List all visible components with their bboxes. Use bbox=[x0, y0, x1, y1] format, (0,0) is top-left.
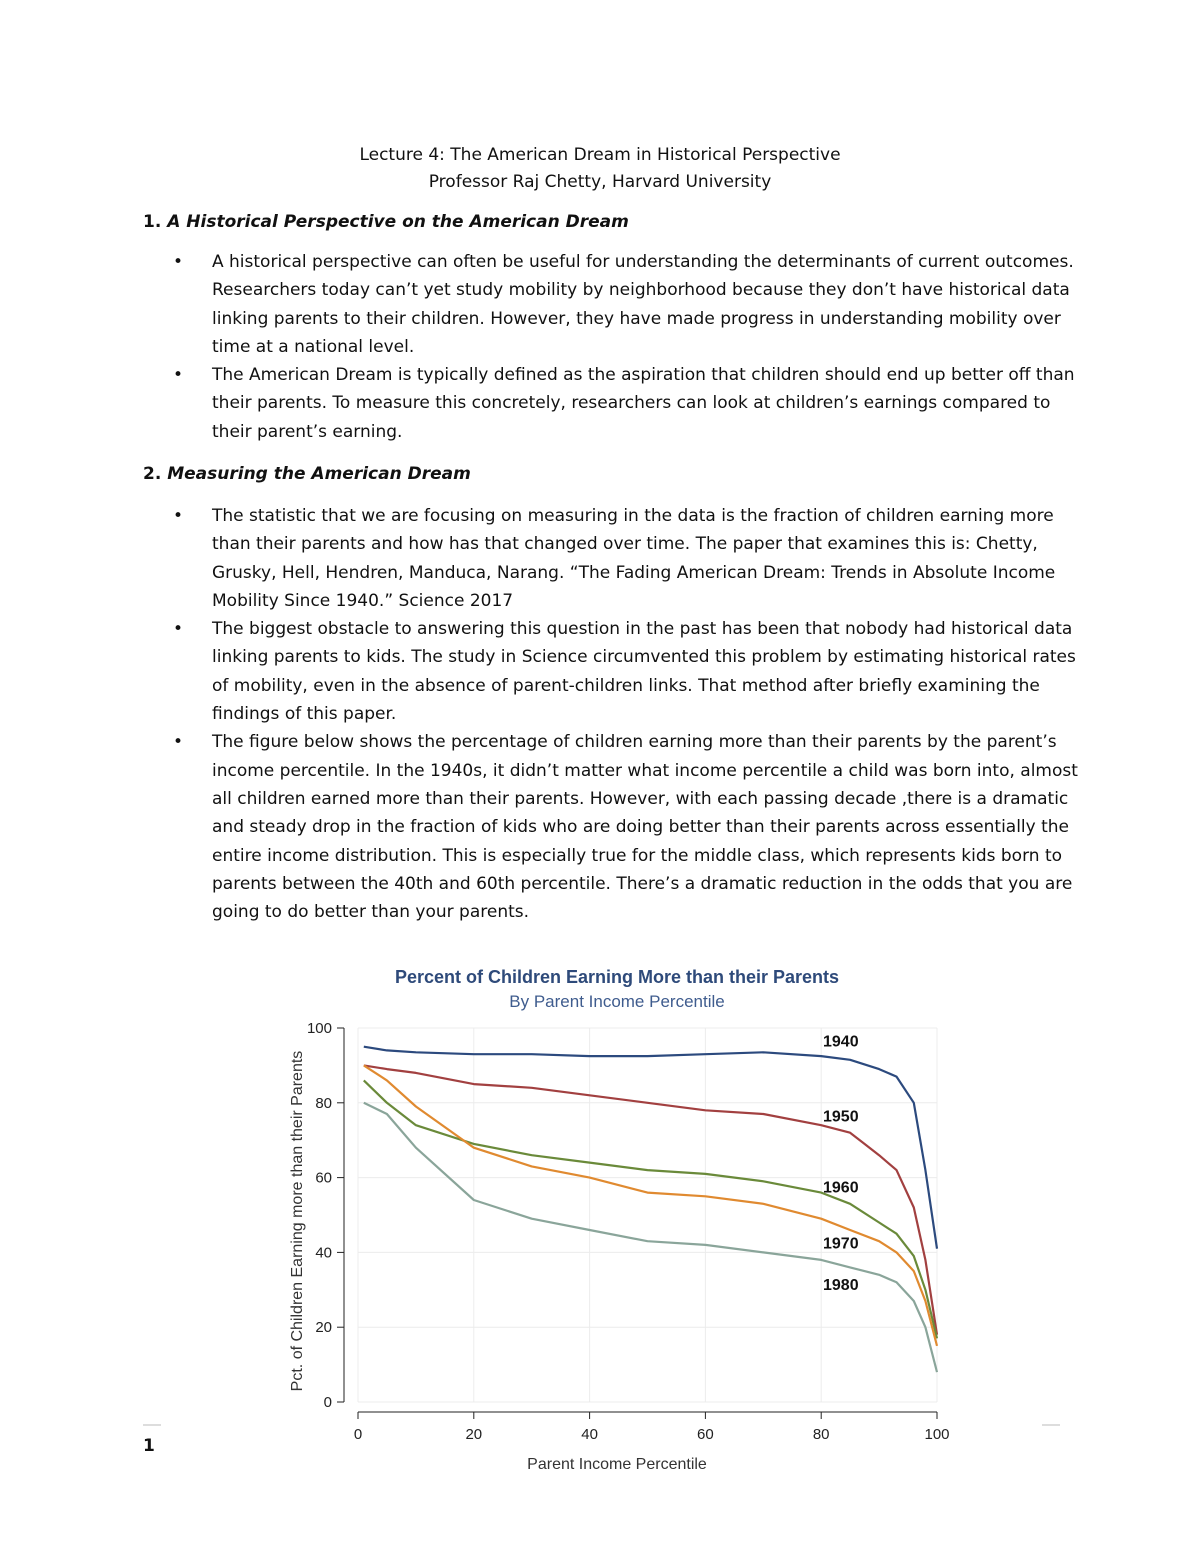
bullet-text: The statistic that we are focusing on measuring in the data is the fraction of children earning more than their parents and how has that changed over time. The paper that examines this is: Chetty, Grusky, Hell, Hendren, Manduca, Narang. “The Fading American Dream: Trends in Absolute Income Mobility Since 1940.” Science 2017 bbox=[212, 506, 1056, 611]
x-tick-label: 0 bbox=[353, 1426, 363, 1443]
section-2-number: 2. bbox=[143, 464, 162, 484]
list-item bbox=[143, 502, 1083, 615]
bullet-icon: • bbox=[173, 252, 184, 272]
mobility-chart bbox=[240, 958, 980, 1478]
chart-title: Percent of Children Earning More than their Parents bbox=[394, 967, 840, 987]
section-1-title: A Historical Perspective on the American Dream bbox=[167, 212, 629, 232]
y-tick-label: 40 bbox=[315, 1244, 332, 1262]
section-1-bullets bbox=[143, 248, 1083, 446]
page-author: Professor Raj Chetty, Harvard University bbox=[428, 172, 772, 192]
x-tick-label: 100 bbox=[924, 1426, 950, 1443]
chart-subtitle: By Parent Income Percentile bbox=[509, 992, 725, 1011]
bullet-icon: • bbox=[173, 365, 184, 386]
x-tick-label: 60 bbox=[697, 1426, 714, 1443]
series-line-1940 bbox=[364, 1047, 937, 1249]
page-title: Lecture 4: The American Dream in Historical Perspective bbox=[359, 145, 841, 165]
x-tick-label: 20 bbox=[465, 1426, 483, 1443]
page-number: 1 bbox=[143, 1436, 155, 1456]
list-item bbox=[143, 248, 1083, 361]
x-axis-label: Parent Income Percentile bbox=[527, 1456, 707, 1473]
page-corner-mark-left bbox=[143, 1424, 161, 1426]
list-item bbox=[143, 728, 1083, 926]
series-label-1950: 1950 bbox=[823, 1108, 859, 1126]
series-label-1980: 1980 bbox=[823, 1276, 859, 1294]
section-1-heading bbox=[143, 212, 629, 232]
bullet-text: The biggest obstacle to answering this question in the past has been that nobody had historical data linking parents to kids. The study in Science circumvented this problem by estimating historical rates of mobility, even in the absence of parent-children links. That method after briefly examining the findings of this paper. bbox=[212, 619, 1076, 725]
bullet-text: The figure below shows the percentage of children earning more than their parents by the parent’s income percentile. In the 1940s, it didn’t matter what income percentile a child was born into, almost all children earned more than their parents. However, with each passing decade ,there is a dramatic and steady drop in the fraction of kids who are doing better than their parents across essentially the entire income distribution. This is especially true for the middle class, which represents kids born to parents between the 40th and 60th percentile. There’s a dramatic reduction in the odds that you are going to do better than your parents. bbox=[212, 732, 1078, 923]
y-axis-label: Pct. of Children Earning more than their Parents bbox=[289, 1050, 306, 1392]
y-tick-label: 100 bbox=[306, 1020, 332, 1037]
list-item bbox=[143, 615, 1083, 728]
y-tick-label: 60 bbox=[315, 1169, 332, 1187]
bullet-text: The American Dream is typically defined as the aspiration that children should end up better off than their parents. To measure this concretely, researchers can look at children’s earnings compared to their parent’s earning. bbox=[212, 365, 1075, 442]
bullet-icon: • bbox=[173, 619, 184, 640]
x-tick-label: 40 bbox=[581, 1426, 598, 1443]
document-header bbox=[0, 142, 1200, 196]
series-label-1960: 1960 bbox=[823, 1179, 859, 1197]
series-label-1940: 1940 bbox=[823, 1033, 859, 1051]
section-2-title: Measuring the American Dream bbox=[167, 464, 471, 484]
page-corner-mark-right bbox=[1042, 1424, 1060, 1426]
section-2-heading bbox=[143, 464, 471, 484]
x-tick-label: 80 bbox=[812, 1426, 830, 1443]
section-1-number: 1. bbox=[143, 212, 162, 232]
list-item bbox=[143, 361, 1083, 446]
series-label-1970: 1970 bbox=[823, 1235, 859, 1253]
series-line-1950 bbox=[364, 1065, 937, 1334]
y-tick-label: 20 bbox=[315, 1319, 332, 1337]
bullet-text: A historical perspective can often be useful for understanding the determinants of current outcomes. Researchers today can’t yet study mobility by neighborhood because they don’t have historical data linking parents to their children. However, they have made progress in understanding mobility over time at a national level. bbox=[212, 252, 1074, 357]
bullet-icon: • bbox=[173, 506, 184, 526]
y-tick-label: 0 bbox=[323, 1394, 332, 1411]
section-2-bullets bbox=[143, 502, 1083, 926]
bullet-icon: • bbox=[173, 732, 184, 753]
chart-svg bbox=[240, 958, 980, 1478]
y-tick-label: 80 bbox=[315, 1094, 332, 1112]
